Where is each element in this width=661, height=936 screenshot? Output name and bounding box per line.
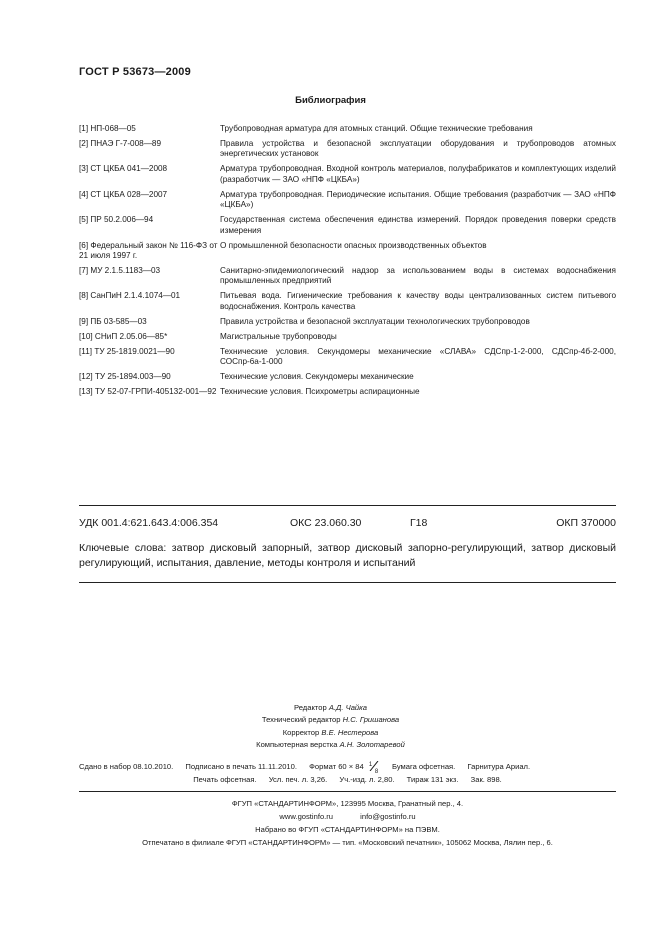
staff-role: Технический редактор [261,715,341,725]
standard-number: ГОСТ Р 53673—2009 [79,66,191,78]
bibliography-text: Правила устройства и безопасной эксплуатации технологических трубопроводов [220,316,530,326]
staff-name: А.Д. Чайка [328,703,367,712]
bottom-divider [79,582,616,583]
oks-code: ОКС 23.060.30 [290,517,362,529]
staff-role: Корректор [282,727,320,737]
bibliography-text: О промышленной безопасности опасных производственных объектов [220,240,487,250]
website-link[interactable]: www.gostinfo.ru [279,812,334,821]
typeset-date: Сдано в набор 08.10.2010. [79,762,174,771]
format-info [309,762,382,775]
bibliography-item [79,164,616,185]
bibliography-ref: [7] МУ 2.1.5.1183—03 [79,266,161,276]
bibliography-text: Технические условия. Секундомеры механические [220,372,414,382]
bibliography-item [79,215,616,236]
bibliography-ref: [6] Федеральный закон № 116-ФЗ от 21 июля 1997 г. [79,240,218,261]
bibliography-ref: [8] СанПиН 2.1.4.1074—01 [79,291,181,301]
typeset-note: Набрано во ФГУП «СТАНДАРТИНФОРМ» на ПЭВМ. [255,825,440,834]
bibliography-item [79,332,616,342]
keywords: Ключевые слова: затвор дисковый запорный, затвор дисковый запорно-регулирующий, затвор дисковый регулирующий, испытания, давление, методы контроля и испытаний [79,542,616,569]
format-numerator: 1 [368,762,373,768]
print-info-line-2 [79,773,616,786]
bibliography-text: Правила устройства и безопасной эксплуатации оборудования и трубопроводов атомных энергетических установок [220,139,616,159]
staff-name: В.Е. Нестерова [321,727,379,737]
typeface: Гарнитура Ариал. [467,762,531,771]
format-fraction [368,761,380,775]
bibliography-ref: [11] ТУ 25-1819.0021—90 [79,346,175,356]
top-divider [79,505,616,506]
printing-method: Печать офсетная. [193,775,257,784]
staff-name: Н.С. Гришанова [342,715,400,725]
bibliography-text: Питьевая вода. Гигиенические требования к качеству воды централизованных систем питьевого водоснабжения. Контроль качества [220,291,616,311]
bibliography-item [79,317,616,327]
editorial-staff [0,702,661,752]
bibliography-item [79,291,616,312]
bibliography-ref: [4] СТ ЦКБА 028—2007 [79,189,168,199]
udk-code: УДК 001.4:621.643.4:006.354 [79,517,219,529]
bibliography-ref: [12] ТУ 25-1894.003—90 [79,372,171,382]
staff-line [0,739,661,751]
bibliography-item [79,190,616,211]
publisher-contacts [79,810,616,823]
bibliography-text: Арматура трубопроводная. Периодические испытания. Общие требования (разработчик — ЗАО «НПФ «ЦКБА») [220,189,616,210]
format-prefix: Формат 60 × 84 [309,762,364,771]
bibliography-item [79,372,616,382]
staff-line [0,702,661,714]
bibliography-text: Трубопроводная арматура для атомных станций. Общие технические требования [220,124,533,133]
publisher-sheets: Уч.-изд. л. 2,80. [339,775,395,784]
bibliography-ref: [1] НП-068—05 [79,124,136,133]
publisher-divider [79,791,616,792]
bibliography-ref: [5] ПР 50.2.006—94 [79,215,154,225]
signed-date: Подписано в печать 11.11.2010. [185,762,297,771]
format-denominator: 8 [374,769,379,775]
bibliography-item [79,139,616,160]
printed-note: Отпечатано в филиале ФГУП «СТАНДАРТИНФОРМ» — тип. «Московский печатник», 105062 Москва, Лялин пер., 6. [142,838,553,847]
print-run: Тираж 131 экз. [406,775,459,784]
bibliography-text: Магистральные трубопроводы [220,331,337,341]
bibliography-text: Санитарно-эпидемиологический надзор за использованием воды в системах водоснабжения промышленных предприятий [220,266,616,286]
bibliography-text: Государственная система обеспечения единства измерений. Порядок проведения поверки средств измерения [220,215,616,235]
email-link[interactable]: info@gostinfo.ru [360,812,416,821]
bibliography-item [79,124,616,134]
publisher-address: ФГУП «СТАНДАРТИНФОРМ», 123995 Москва, Гранатный пер., 4. [231,799,464,808]
bibliography-title: Библиография [295,95,366,106]
staff-role: Компьютерная верстка [256,740,338,750]
bibliography-ref: [3] СТ ЦКБА 041—2008 [79,164,168,174]
order-number: Зак. 898. [470,775,502,784]
bibliography-item [79,347,616,368]
bibliography-text: Арматура трубопроводная. Входной контроль материалов, полуфабрикатов и комплектующих изделий (разработчик — ЗАО «НПФ «ЦКБА») [220,164,616,184]
staff-name: А.Н. Золотаревой [339,740,405,750]
bibliography-text: Технические условия. Секундомеры механические «СЛАВА» СДСпр-1-2-000, СДСпр-4б-2-000, СОСпр-6а-1-000 [220,346,616,367]
staff-line [0,714,661,726]
print-info-line-1 [79,760,616,773]
bibliography-item [79,266,616,287]
okp-code: ОКП 370000 [556,517,616,529]
bibliography-item [79,387,616,397]
bibliography-ref: [13] ТУ 52-07-ГРПИ-405132-001—92 [79,387,217,397]
bibliography-item [79,241,616,262]
bibliography-text: Технические условия. Психрометры аспирационные [220,387,420,397]
staff-role: Редактор [294,703,327,712]
paper-type: Бумага офсетная. [392,762,456,771]
bibliography-ref: [10] СНиП 2.05.06—85* [79,331,168,341]
print-sheets: Усл. печ. л. 3,26. [268,775,328,784]
staff-line [0,727,661,739]
bibliography-ref: [9] ПБ 03-585—03 [79,316,147,326]
group-code: Г18 [410,517,428,529]
bibliography-ref: [2] ПНАЭ Г-7-008—89 [79,139,162,148]
bibliography-list [79,124,616,402]
